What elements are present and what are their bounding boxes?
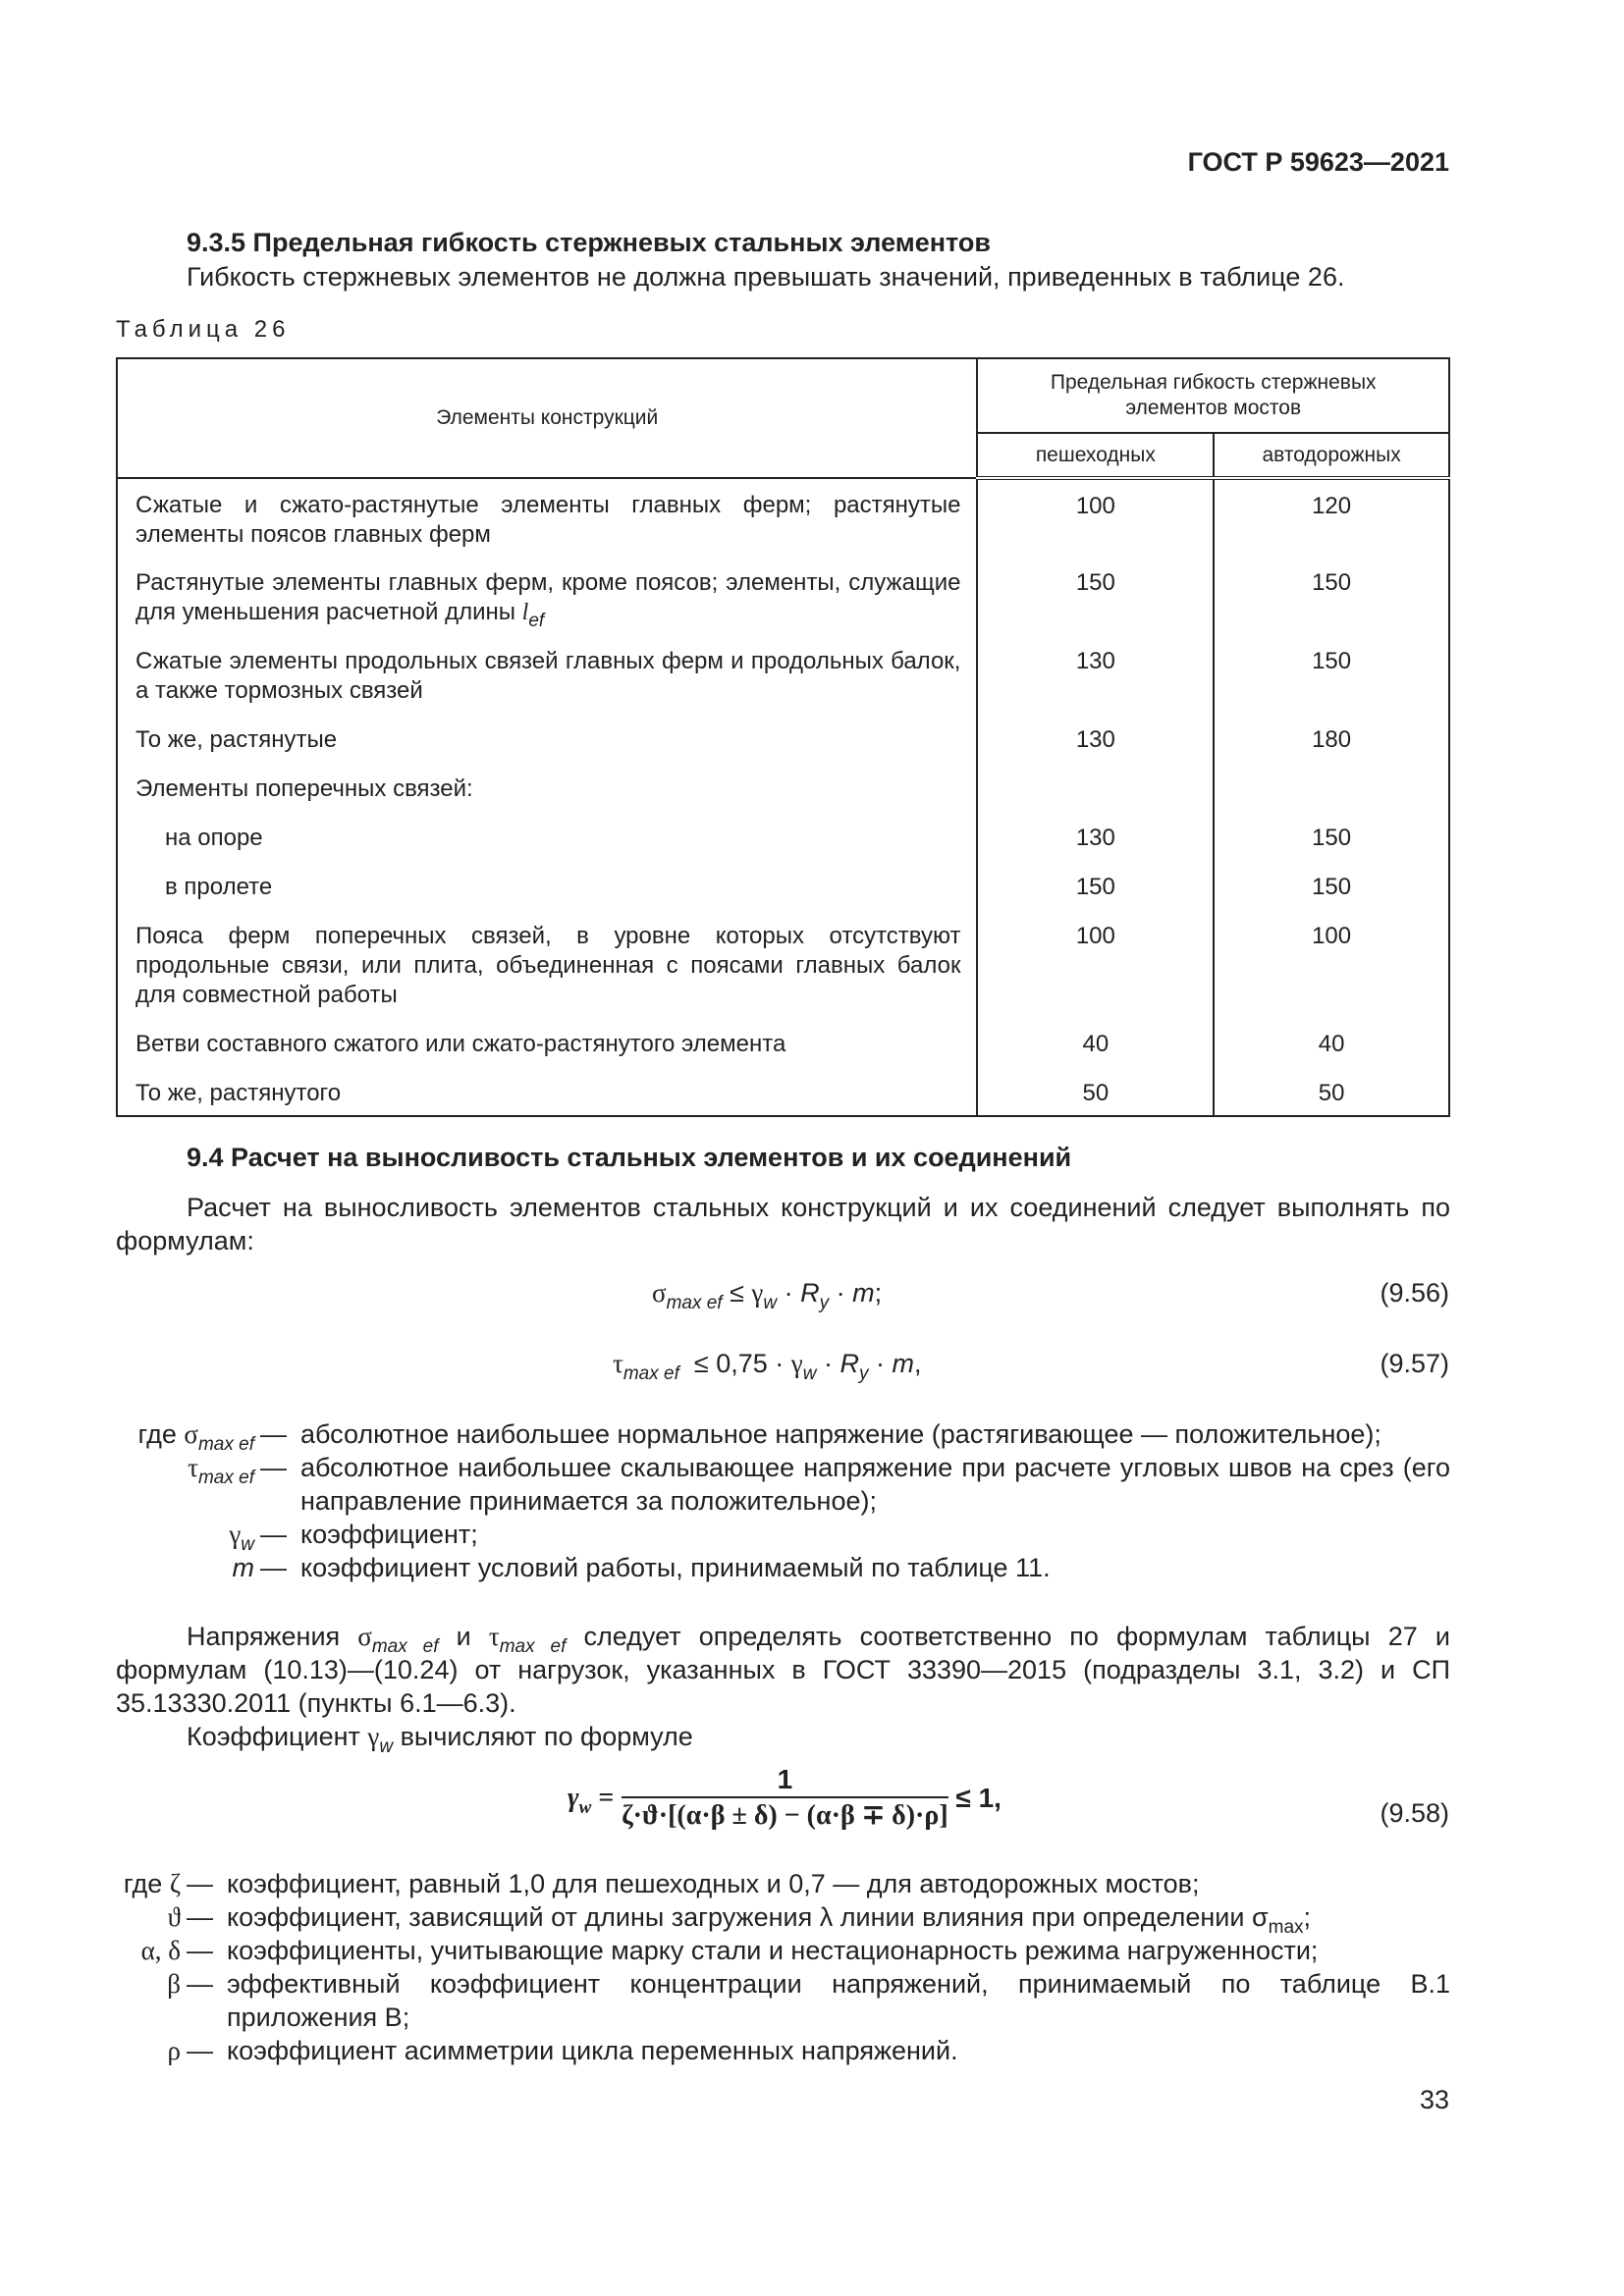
row-road: 50 xyxy=(1214,1067,1449,1116)
where-label: где xyxy=(123,1869,163,1898)
table-26 xyxy=(116,357,1450,1117)
formula-957: $\tau_{max ef} \le 0,75 \cdot \gamma_w \cdot R_y \cdot m$, xyxy=(613,1349,922,1384)
definition-item: $\tau_{max ef}$ — абсолютное наибольшее скалывающее напряжение при расчете угловых швов на срез (его направление принимается за положительное); xyxy=(188,1453,1450,1516)
definition-item: где $\sigma_{max ef}$ — абсолютное наибольшее нормальное напряжение (растягивающее — положительное); xyxy=(116,1417,1450,1451)
row-road xyxy=(1214,763,1449,812)
formula-958-numerator: 1 xyxy=(622,1763,948,1798)
coef-text-b: вычисляют по формуле xyxy=(400,1722,693,1751)
symbol-l-sub: ef xyxy=(528,611,545,631)
row-element xyxy=(117,557,977,635)
row-ped: 150 xyxy=(977,861,1214,910)
row-road: 40 xyxy=(1214,1018,1449,1067)
para2-b: следует определять соответственно по формулам таблицы 27 и формулам (10.13)—(10.24) от нагрузок, указанных в ГОСТ 33390—2015 (подразделы 3.1, 3.2) и СП 35.13330.2011 (пункты 6.1—6.3). xyxy=(116,1622,1450,1718)
definitions-1 xyxy=(116,1417,1450,1584)
formula-958: $\gamma_w$ = $\frac{1}{\zeta\cdot ϑ\cdot[(\alpha\cdot\beta \pm \delta) - (\alpha\cdot\beta \mp \delta)\cdot\rho]}$ ≤ 1, xyxy=(568,1764,1001,1831)
section-935-text: Гибкость стержневых элементов не должна превышать значений, приведенных в таблице 26. xyxy=(187,262,1345,292)
definition-symbol: ζ xyxy=(169,1869,181,1898)
row-element: То же, растянутого xyxy=(117,1067,977,1116)
definition-text: коэффициент асимметрии цикла переменных напряжений. xyxy=(227,2036,958,2065)
coef-intro: Коэффициент $\gamma_w$ вычисляют по формуле xyxy=(187,1722,693,1757)
sigma-max-sub: max xyxy=(1268,1917,1304,1938)
row-road: 180 xyxy=(1214,714,1449,763)
definition-item: m — коэффициент условий работы, принимаемый по таблице 11. xyxy=(116,1551,1450,1584)
page-number: 33 xyxy=(1419,2085,1449,2114)
col-header-limit: Предельная гибкость стержневых элементов мостов xyxy=(977,358,1449,433)
row-element: в пролете xyxy=(117,861,977,910)
row-ped: 130 xyxy=(977,714,1214,763)
row-element: Элементы поперечных связей: xyxy=(117,763,977,812)
definition-item: β — эффективный коэффициент концентрации напряжений, принимаемый по таблице В.1 приложения В; xyxy=(167,1969,1450,2032)
definition-text: коэффициент условий работы, принимаемый по таблице 11. xyxy=(300,1553,1051,1582)
definition-item: $\gamma_w$ — коэффициент; xyxy=(116,1518,1450,1551)
row-ped: 150 xyxy=(977,557,1214,635)
row-element: Сжатые элементы продольных связей главных ферм и продольных балок, а также тормозных связей xyxy=(117,635,977,714)
formula-957-coef: 0,75 xyxy=(716,1349,768,1378)
row-element: Ветви составного сжатого или сжато-растянутого элемента xyxy=(117,1018,977,1067)
definition-text: коэффициенты, учитывающие марку стали и нестационарность режима нагруженности; xyxy=(227,1936,1319,1965)
definition-symbol: α, δ xyxy=(140,1936,181,1965)
row-element: То же, растянутые xyxy=(117,714,977,763)
row-road: 150 xyxy=(1214,812,1449,861)
row-ped: 100 xyxy=(977,478,1214,557)
table-row xyxy=(117,910,1449,1018)
table-row xyxy=(117,635,1449,714)
row-ped xyxy=(977,763,1214,812)
para2-a: Напряжения xyxy=(187,1622,341,1651)
section-94-title: 9.4 Расчет на выносливость стальных элементов и их соединений xyxy=(187,1143,1072,1172)
col-header-road: автодорожных xyxy=(1214,433,1449,478)
table-row xyxy=(117,812,1449,861)
row-element-text: Растянутые элементы главных ферм, кроме поясов; элементы, служащие для уменьшения расчетной длины xyxy=(135,569,961,625)
row-road: 150 xyxy=(1214,557,1449,635)
definition-item: где ζ — коэффициент, равный 1,0 для пешеходных и 0,7 — для автодорожных мостов; xyxy=(116,1867,1450,1900)
row-ped: 40 xyxy=(977,1018,1214,1067)
formula-958-number: (9.58) xyxy=(1380,1798,1449,1828)
table-row xyxy=(117,1018,1449,1067)
definition-item: α, δ — коэффициенты, учитывающие марку стали и нестационарность режима нагруженности; xyxy=(116,1934,1450,1967)
definition-text: коэффициент; xyxy=(300,1520,478,1549)
coef-text-a: Коэффициент xyxy=(187,1722,360,1751)
definition-text: абсолютное наибольшее скалывающее напряжение при расчете угловых швов на срез (его направление принимается за положительное); xyxy=(300,1453,1450,1516)
definition-text: эффективный коэффициент концентрации напряжений, принимаемый по таблице В.1 приложения В; xyxy=(227,1969,1450,2032)
definition-item: ρ — коэффициент асимметрии цикла переменных напряжений. xyxy=(116,2034,1450,2067)
row-road: 100 xyxy=(1214,910,1449,1018)
table-row xyxy=(117,763,1449,812)
row-road: 150 xyxy=(1214,861,1449,910)
definition-symbol: ρ xyxy=(167,2036,181,2065)
definitions-2 xyxy=(116,1867,1450,2067)
table-row xyxy=(117,861,1449,910)
where-label: где xyxy=(137,1419,177,1449)
stress-paragraph: Напряжения $\sigma_{max ef}$ и $\tau_{max ef}$ следует определять соответственно по формулам таблицы 27 и формулам (10.13)—(10.24) от нагрузок, указанных в ГОСТ 33390—2015 (подразделы 3.1, 3.2) и СП 35.13330.2011 (пункты 6.1—6.3). xyxy=(116,1622,1450,1718)
definition-item: ϑ — коэффициент, зависящий от длины загружения λ линии влияния при определении $\sigma_{max}$; xyxy=(116,1900,1450,1934)
definition-symbol: β xyxy=(167,1969,181,1999)
table-row xyxy=(117,714,1449,763)
document-id: ГОСТ Р 59623—2021 xyxy=(1187,147,1449,177)
formula-956: $\sigma_{max ef} \le \gamma_w \cdot R_y \cdot m$; xyxy=(652,1278,883,1313)
row-element: Пояса ферм поперечных связей, в уровне которых отсутствуют продольные связи, или плита, объединенная с поясами главных балок для совместной работы xyxy=(117,910,977,1018)
row-ped: 130 xyxy=(977,812,1214,861)
row-road: 120 xyxy=(1214,478,1449,557)
section-935-title: 9.3.5 Предельная гибкость стержневых стальных элементов xyxy=(187,228,991,257)
definition-text-main: коэффициент, зависящий от длины загружения λ линии влияния при определении σ xyxy=(227,1902,1269,1932)
definition-text: абсолютное наибольшее нормальное напряжение (растягивающее — положительное); xyxy=(300,1419,1381,1449)
table-row xyxy=(117,478,1449,557)
table-row xyxy=(117,1067,1449,1116)
table-caption: Таблица 26 xyxy=(116,316,291,343)
row-ped: 100 xyxy=(977,910,1214,1018)
section-94-intro: Расчет на выносливость элементов стальных конструкций и их соединений следует выполнять по формулам: xyxy=(116,1193,1450,1255)
para2-and: и xyxy=(456,1622,471,1651)
formula-956-number: (9.56) xyxy=(1380,1278,1449,1308)
col-header-elements: Элементы конструкций xyxy=(117,358,977,478)
row-ped: 50 xyxy=(977,1067,1214,1116)
col-header-pedestrian: пешеходных xyxy=(977,433,1214,478)
definition-symbol: ϑ xyxy=(167,1902,181,1932)
formula-958-le: ≤ 1, xyxy=(955,1783,1001,1813)
row-element: на опоре xyxy=(117,812,977,861)
row-ped: 130 xyxy=(977,635,1214,714)
row-element: Сжатые и сжато-растянутые элементы главных ферм; растянутые элементы поясов главных ферм xyxy=(117,478,977,557)
definition-text: коэффициент, равный 1,0 для пешеходных и 0,7 — для автодорожных мостов; xyxy=(227,1869,1200,1898)
table-row xyxy=(117,557,1449,635)
symbol-l: l xyxy=(521,600,529,625)
definition-text: коэффициент, зависящий от длины загружения λ линии влияния при определении $\sigma_{max}$; xyxy=(227,1902,1312,1938)
row-road: 150 xyxy=(1214,635,1449,714)
formula-957-number: (9.57) xyxy=(1380,1349,1449,1378)
